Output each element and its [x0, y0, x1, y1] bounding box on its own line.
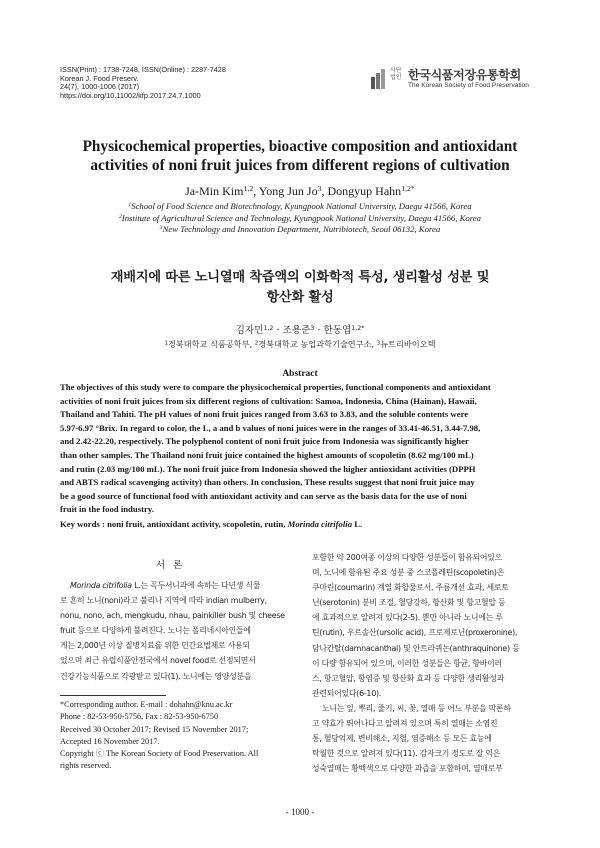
keywords-species: Morinda citrifolia	[287, 519, 353, 529]
affiliations-ko: $^1$경북대학교 식품공학부, $^2$경북대학교 농업과학기술연구소, $^3$뉴트리바이오텍	[164, 339, 436, 349]
title-en-line: activities of noni fruit juices from different regions of cultivation	[90, 157, 510, 174]
title-ko-line: 재배지에 따른 노니열매 착즙액의 이화학적 특성, 생리활성 성분 및	[110, 270, 490, 285]
author-sup: 1,2	[243, 184, 254, 194]
abstract-line: activities of noni fruit juices from six different regions of cultivation: Samoa, Indonesia, China (Hainan), Hawaii,	[60, 395, 477, 406]
doi-link[interactable]: https://doi.org/10.11002/kfp.2017.24.7.1000	[60, 90, 201, 100]
body-line: 쿠마린(coumarin) 계열 화합물로서, 주름개선 효과, 세로토	[312, 583, 509, 593]
journal-name: Korean J. Food Preserv.	[60, 73, 139, 83]
body-line: 에 효과적으로 알려져 있다(2-5). 뿐만 아니라 노니에는 루	[312, 613, 503, 623]
abstract-line: and rutin (2.03 mg/100 mL). The noni fruit juice from Indonesia showed the higher antioxidant activities (DPPH	[60, 463, 476, 474]
affiliation-ko: 뉴트리바이오텍	[380, 339, 436, 349]
abstract-line: fruit in the food industry.	[60, 504, 154, 515]
volume-pages: 24(7), 1000-1006 (2017)	[60, 82, 140, 92]
keywords-end: L.	[354, 519, 363, 529]
author-name: Yong Jun Jo	[258, 184, 318, 198]
author-name: Ja-Min Kim	[185, 184, 244, 198]
body-line: 었으며 최근 유럽식품안전국에서 novel food로 선정되면서	[60, 656, 256, 666]
title-en-line: Physicochemical properties, bioactive composition and antioxidant	[82, 138, 518, 155]
society-logo	[368, 66, 546, 94]
body-line: 틴(rutin), 우르솔산(ursolic acid), 프로제로닌(proxeronine),	[312, 628, 518, 638]
affiliation-ko: 경북대학교 식품공학부	[167, 339, 250, 349]
issn-line: ISSN(Print) : 1738-7248, ISSN(Online) : 2287-7428	[60, 65, 226, 74]
author-name-ko: 조용준	[282, 325, 311, 336]
author-sup: 1,2*	[401, 184, 415, 194]
abstract-heading: Abstract	[282, 369, 318, 379]
authors-en: Ja-Min Kim$^{1,2}$, Yong Jun Jo$^3$, Dongyup Hahn$^{1,2*}$	[185, 184, 415, 198]
body-left-column	[60, 578, 290, 684]
body-line: 노니는 잎, 뿌리, 줄기, 씨, 꽃, 열매 등 어느 부분을 막론하	[322, 703, 511, 713]
abstract-line: and ABTS radical scavenging activity) than others. In conclusion, These results suggest that noni fruit juice may	[60, 477, 475, 488]
affiliation-ko: 경북대학교 농업과학기술연구소	[258, 339, 372, 349]
body-line: 고 약효가 뛰어나다고 알려져 있으며 특히 열매는 소염진	[312, 719, 498, 729]
page-number: - 1000 -	[285, 807, 315, 817]
body-line: 포함한 약 200여종 이상의 다양한 성분들이 함유되어있으	[312, 553, 503, 562]
body-right-column	[312, 550, 542, 776]
author-sup: 3	[317, 184, 322, 194]
abstract-line: than other samples. The Thailand noni fruit juice contained the highest amounts of scopoletin (8.62 mg/100 mL)	[60, 449, 474, 460]
corresponding-author: *Corresponding author. E-mail : dohahn@knu.ac.kr	[60, 700, 233, 709]
title-ko-line: 항산화 활성	[266, 290, 334, 305]
body-line: 성숙열매는 황백색으로 다양한 과즙을 포함하며, 열매로부	[312, 764, 503, 774]
body-line: 며, 노니에 함유된 주요 성분 중 스코폴레틴(scopoletin)은	[312, 568, 505, 578]
abstract-line: The objectives of this study were to compare the physicochemical properties, functional components and antioxidant	[60, 382, 491, 392]
body-line: 닌(serotonin) 분비 조절, 혈당강하, 항산화 및 항고혈압 등	[312, 598, 506, 608]
abstract-line: 5.97-6.97 °Brix. In regard to color, the L, a and b values of noni juices were in the ranges of 33.41-46.51, 3.44-7.98,	[60, 422, 481, 433]
body-line: Morinda citrifolia L.는 꼭두서니과에 속하는 다년생 식물	[70, 581, 261, 590]
society-legal-mark: 사단 법인	[390, 67, 402, 81]
affiliation-en: $^3$New Technology and Innovation Department, Nutribiotech, Seoul 06132, Korea	[159, 224, 441, 234]
affiliations-en	[40, 201, 560, 236]
body-line: fruit 등으로 다양하게 불려진다. 노니는 폴리네시아인들에	[60, 626, 251, 636]
author-name-ko: 김자민	[235, 325, 264, 336]
authors-ko: 김자민$^{1,2}$ · 조용준$^3$ · 한동엽$^{1,2*}$	[235, 324, 365, 336]
body-line: 게는 2,000년 이상 질병치료를 위한 민간요법제로 사용되	[60, 641, 250, 651]
journal-meta	[60, 66, 226, 100]
body-line: 담나칸탈(damnacanthal) 및 안트라퀴논(anthraquinone) 등	[312, 643, 520, 653]
abstract-body	[60, 381, 540, 517]
keywords	[60, 518, 540, 531]
accepted-date: Accepted 16 November 2017.	[60, 736, 160, 746]
author-name: Dongyup Hahn	[327, 184, 402, 198]
society-name-ko: 한국식품저장유통학회	[408, 68, 521, 82]
contact-phone-fax: Phone : 82-53-950-5756, Fax : 82-53-950-6750	[60, 712, 219, 722]
author-name-ko: 한동엽	[323, 325, 352, 336]
footnote-divider	[60, 695, 166, 696]
society-name-en: The Korean Society of Food Preservation	[408, 82, 529, 89]
abstract-line: and 2.42-22.20, respectively. The polyphenol content of noni fruit juice from Indonesia was significantly higher	[60, 436, 469, 447]
keywords-text: noni fruit, antioxidant activity, scopoletin, rutin,	[107, 519, 286, 529]
copyright-line: rights reserved.	[60, 761, 112, 771]
section-heading-intro: 서론	[155, 560, 191, 571]
abstract-line: be a good source of functional food with antioxidant activity and can serve as the basis data for the use of noni	[60, 490, 467, 501]
body-line: 이 다량 함유되어 있으며, 이러한 성분들은 항균, 항바이러	[312, 658, 502, 668]
received-revised: Received 30 October 2017; Revised 15 November 2017;	[60, 724, 249, 734]
body-line: 관련되어있다(6-10).	[312, 688, 382, 698]
abstract-line: Thailand and Tahiti. The pH values of noni fruit juices ranged from 3.63 to 3.83, and the soluble contents were	[60, 409, 469, 420]
keywords-label: Key words :	[60, 519, 105, 529]
body-line: 로 흔히 노니(noni)라고 불리나 지역에 따라 indian mulberry,	[60, 596, 267, 606]
body-line: 건강기능식품으로 각광받고 있다(1). 노니에는 영양성분을	[60, 671, 252, 681]
affiliation-en: $^2$Institute of Agricultural Science and Technology, Kyungpook National University, Daegu 41566, Korea	[118, 212, 482, 223]
body-line: nonu, nono, ach, mengkudu, nhau, painkiller bush 및 cheese	[60, 611, 285, 621]
body-line: 스, 항고혈압, 항염증 및 항산화 효과 등 다양한 생리활성과	[312, 673, 505, 683]
title-ko	[40, 268, 560, 308]
body-line: 통, 혈당억제, 변비해소, 지혈, 염증해소 등 모든 효능에	[312, 734, 492, 744]
copyright-line: Copyright ⓒ The Korean Society of Food Preservation. All	[60, 749, 259, 759]
title-en	[40, 137, 560, 175]
affiliation-en: $^1$School of Food Science and Biotechnology, Kyungpook National University, Daegu 41566, Korea	[128, 201, 472, 211]
body-line: 탁월한 것으로 알려져 있다(11). 감자크기 정도로 잘 익은	[312, 749, 501, 759]
footnotes	[60, 699, 292, 773]
